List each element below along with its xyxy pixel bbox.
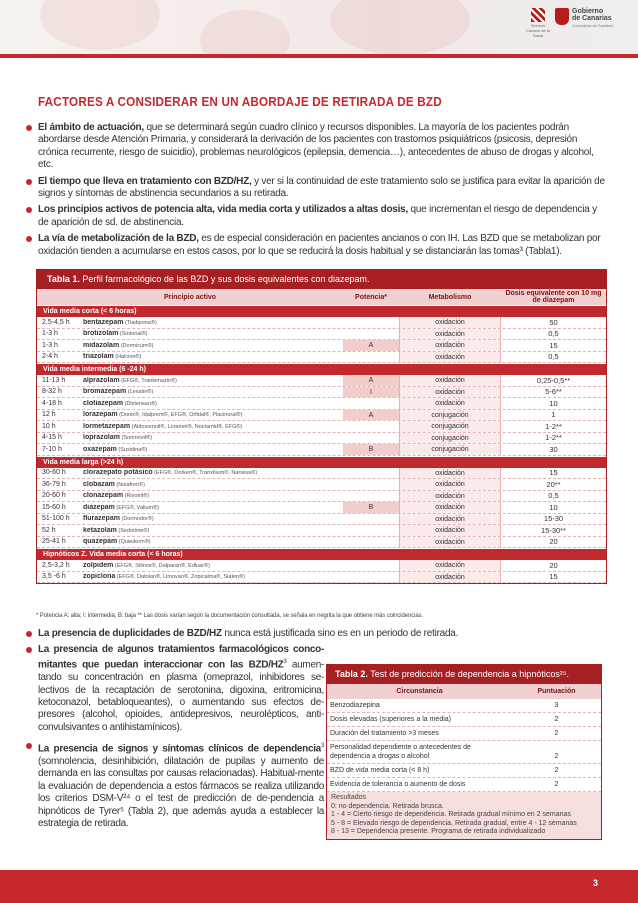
drug-name: lorazepam: [83, 411, 118, 419]
table-row: [37, 525, 606, 537]
drug-name: lormetazepam: [83, 422, 131, 430]
drug-brands: (Rivotril®): [123, 493, 150, 500]
cell-metabolism: oxidación: [399, 375, 501, 386]
cell-potency: B: [343, 444, 399, 455]
cell-score: 2: [554, 730, 559, 737]
drug-name: brotizolam: [83, 330, 119, 338]
cell-drug: [83, 423, 343, 430]
cell-drug: [83, 377, 343, 384]
drug-brands: (EFG®, Stilnox®, Dalparan®, Edluar®): [113, 562, 210, 569]
cell-dose: 20: [549, 537, 558, 547]
result-line: 5 - 8 = Elevado riesgo de dependencia. Retirada gradual, entre 4 - 12 semanas: [331, 819, 577, 827]
result-line: 8 - 13 = Dependencia presente. Programa de retirada individualizado: [331, 828, 546, 836]
cell-half-life: 36-79 h: [42, 480, 66, 488]
caption-label: Tabla 1.: [47, 274, 80, 284]
cell-drug: [83, 481, 343, 488]
cell-dose: 5-6**: [545, 387, 562, 397]
bullet-icon: [26, 125, 32, 131]
drug-name: zolpidem: [83, 561, 114, 569]
drug-brands: (Dormodor®): [119, 516, 154, 523]
caption-text: Perfil farmacológico de las BZD y sus dosis equivalentes con diazepam.: [79, 274, 370, 284]
cell-dose: 15: [549, 340, 558, 350]
table-row: [37, 514, 606, 526]
list-item: [24, 122, 608, 172]
drug-brands: (Sintonal®): [118, 331, 148, 338]
drug-brands: (Noiafren®): [114, 481, 145, 488]
result-line: Resultados: [331, 794, 367, 801]
cell-potency: [343, 525, 399, 536]
cell-metabolism: oxidación: [399, 340, 501, 351]
drug-brands: (Distensan®): [123, 400, 157, 407]
table-2: [326, 664, 602, 840]
cell-half-life: 25-41 h: [42, 538, 66, 546]
cell-metabolism: oxidación: [399, 514, 501, 525]
cell-score: 2: [554, 781, 559, 788]
cell-potency: [343, 479, 399, 490]
duplicity-list: [24, 628, 608, 639]
drug-brands: (Somnovit®): [119, 435, 153, 442]
cell-drug: [83, 353, 343, 360]
table-row: [37, 468, 606, 480]
cell-potency: [343, 352, 399, 363]
table-row: [37, 329, 606, 341]
cell-drug: [83, 515, 343, 522]
cell-potency: [343, 433, 399, 444]
cell-circumstance: Dosis elevadas (superiores a la media): [330, 716, 451, 723]
cell-metabolism: oxidación: [399, 525, 501, 536]
cell-drug: [83, 504, 343, 511]
table-row: [37, 387, 606, 399]
table-row: [37, 375, 606, 387]
col-metabolismo: Metabolismo: [428, 293, 472, 301]
cell-drug: [83, 319, 343, 326]
cell-potency: [343, 329, 399, 340]
cell-drug: [83, 469, 343, 476]
cell-metabolism: oxidación: [399, 468, 501, 479]
cell-half-life: 2,5-3,2 h: [42, 561, 70, 569]
gob-sub: Consejería de Sanidad: [572, 22, 613, 28]
table-row: [327, 764, 601, 778]
cell-drug: [83, 562, 343, 569]
cell-half-life: 30-60 h: [42, 469, 66, 477]
table-row: [37, 433, 606, 445]
cell-dose: 0,5: [548, 491, 559, 501]
cell-dose: 10: [549, 398, 558, 408]
cell-dose: 0,5: [548, 352, 559, 362]
cell-circumstance: Personalidad dependiente o antecedentes de dependencia a drogas o alcohol: [330, 744, 471, 760]
table-row: [327, 713, 601, 727]
table-1-caption: [37, 270, 606, 289]
cell-drug: [83, 573, 343, 580]
cell-metabolism: oxidación: [399, 352, 501, 363]
cell-drug: [83, 434, 343, 441]
cell-circumstance: Duración del tratamiento >3 meses: [330, 730, 439, 737]
cell-potency: [343, 537, 399, 548]
table-row: [37, 502, 606, 514]
page-header: [0, 0, 638, 58]
cell-drug: [83, 330, 343, 337]
cell-drug: [83, 492, 343, 499]
bullet-text: es de especial consideración en pacientes ancianos o con IH. Las BZD que se metabolizan por oxidación tienden a acumularse en estos casos, por lo que se reducirá la dosis habitual y se distanciarán las tomas³ (Tabla1).: [38, 233, 601, 257]
page-title: FACTORES A CONSIDERAR EN UN ABORDAJE DE RETIRADA DE BZD: [38, 94, 442, 109]
cell-half-life: 2-4 h: [42, 353, 58, 361]
list-item: [24, 204, 608, 229]
cell-drug: [83, 538, 343, 545]
section-header: Vida media larga (>24 h): [37, 456, 606, 468]
table-row: [327, 727, 601, 741]
sns-logo-text: Servicio Canario de la Salud: [526, 23, 550, 38]
bullet-bold: Los principios activos de potencia alta, vida media corta y utilizados a altas dosis,: [38, 204, 408, 216]
table-row: [37, 421, 606, 433]
cell-half-life: 15-60 h: [42, 503, 66, 511]
cell-metabolism: oxidación: [399, 317, 501, 328]
list-item: [24, 644, 324, 734]
caption-text: Test de predicción de dependencia a hipnóticos²⁵.: [367, 669, 570, 679]
cell-half-life: 11-13 h: [42, 376, 66, 384]
table-2-body: [327, 699, 601, 792]
page-number: 3: [592, 878, 598, 888]
bullet-sup: 3: [320, 743, 324, 750]
cell-metabolism: oxidación: [399, 329, 501, 340]
cell-dose: 50: [549, 317, 558, 327]
cell-drug: [83, 411, 343, 418]
drug-brands: (EFG®, Trankimazin®): [119, 377, 177, 384]
cell-half-life: 1-3 h: [42, 330, 58, 338]
cell-potency: [343, 514, 399, 525]
gobierno-logo: [555, 8, 635, 28]
table-row: [327, 741, 601, 764]
cell-potency: [343, 398, 399, 409]
cell-dose: 0,25-0,5**: [536, 375, 571, 385]
cell-dose: 15-30: [543, 514, 564, 524]
cell-metabolism: oxidación: [399, 537, 501, 548]
table-row: [37, 352, 606, 364]
table-row: [37, 537, 606, 549]
drug-name: clorazepato potásico: [83, 469, 153, 477]
section-header: Hipnóticos Z. Vida media corta (< 6 horas): [37, 548, 606, 560]
table-row: [327, 699, 601, 713]
cell-potency: [343, 421, 399, 432]
section-header: Vida media corta (< 6 horas): [37, 305, 606, 317]
cell-dose: 15-30**: [540, 525, 567, 535]
bullet-text: (somnolencia, desinhibición, dilatación de pupilas y aumento de demanda en las consultas por causas relacionadas). Habitual-mente la evaluación de dependencia a estos fármacos se realiza utilizando los criterios DSM-V²⁴ o el test de predicción de de-pendencia a hipnóticos de Tyrer⁵ (Tabla 2), que además ayuda a establecer la estrategia de retirada.: [38, 755, 324, 829]
col-puntuacion: Puntuación: [537, 688, 576, 695]
table-2-caption: [327, 665, 601, 684]
col-dosis: Dosis equivalente con 10 mg de diazepam: [505, 290, 602, 304]
cell-metabolism: oxidación: [399, 387, 501, 398]
cell-dose: 1: [551, 410, 556, 420]
drug-name: alprazolam: [83, 376, 120, 384]
drug-name: oxazepam: [83, 445, 117, 453]
left-column-list: [24, 644, 324, 836]
bullet-bold: La presencia de duplicidades de BZD/HZ: [38, 628, 222, 639]
cell-metabolism: conjugación: [399, 410, 501, 421]
cell-circumstance: Benzodiazepina: [330, 702, 380, 709]
bullet-bold: El tiempo que lleva en tratamiento con BZD/HZ,: [38, 175, 252, 187]
cell-potency: A: [343, 375, 399, 386]
cell-score: 2: [554, 767, 559, 774]
cell-dose: 30: [549, 444, 558, 454]
gob-line1: Gobierno: [572, 8, 604, 15]
cell-metabolism: conjugación: [399, 433, 501, 444]
drug-brands: (Tiadipona®): [123, 319, 157, 326]
cell-metabolism: oxidación: [399, 479, 501, 490]
cell-dose: 1-2**: [545, 433, 562, 443]
cell-half-life: 52 h: [42, 526, 56, 534]
cell-metabolism: conjugación: [399, 421, 501, 432]
cell-potency: B: [343, 502, 399, 513]
cell-drug: [83, 342, 343, 349]
table-row: [37, 444, 606, 456]
cell-half-life: 7-10 h: [42, 445, 62, 453]
cell-score: 3: [554, 702, 559, 709]
drug-name: flurazepam: [83, 515, 120, 523]
list-item: [24, 628, 608, 639]
table-1-body: [37, 305, 606, 583]
drug-name: zopiclona: [83, 573, 116, 581]
cell-dose: 1-2**: [545, 421, 562, 431]
list-item: [24, 233, 608, 258]
bullet-text: aumen-tando su concentración en plasma (omeprazol, inhibidores se-lectivos de la recaptación de serotonina, digoxina, eritromicina, ketoconazol, betabloqueantes), o aumentando sus efectos de-presores (alcohol, opioides, antidepresivos, neurolépticos, anti-convulsivantes o antihistamínicos).: [38, 659, 324, 733]
drug-brands: (EFG®, Valium®): [114, 504, 159, 511]
drug-name: loprazolam: [83, 434, 120, 442]
cell-metabolism: oxidación: [399, 398, 501, 409]
bullet-icon: [26, 631, 32, 637]
bullet-text: que se determinará según cuadro clínico y recursos disponibles. La mayoría de los pacientes podrán abordarse desde Atención Primaria, y considerará la derivación de los pacientes con trastornos psiquiátricos (psicosis, depresión crónica recurrente, riesgo de suicidio), problemas neurológicos (epilepsia, demencia…), antecedentes de abuso de drogas y alcohol, etc.: [38, 122, 594, 171]
table-2-header: [327, 684, 601, 699]
gob-line2: de Canarias: [572, 15, 612, 23]
bullet-bold: La presencia de algunos tratamientos farmacológicos conco-mitantes que puedan interaccionar con las BZD/HZ: [38, 644, 324, 671]
page-footer: [0, 870, 638, 903]
cell-drug: [83, 388, 343, 395]
table-row: [37, 560, 606, 572]
table-row: [37, 491, 606, 503]
drug-brands: (Suxidina®): [116, 446, 148, 453]
drug-name: bentazepam: [83, 318, 124, 326]
header-rule: [0, 54, 638, 58]
bullet-icon: [26, 236, 32, 242]
cell-potency: I: [343, 387, 399, 398]
cell-drug: [83, 527, 343, 534]
cell-metabolism: oxidación: [399, 572, 501, 583]
cell-half-life: 4-18 h: [42, 399, 62, 407]
bullet-icon: [26, 179, 32, 185]
table-row: [37, 572, 606, 584]
bullet-icon: [26, 743, 32, 749]
result-line: 1 - 4 = Cierto riesgo de dependencia. Retirada gradual mínimo en 2 semanas: [331, 811, 571, 819]
cell-half-life: 2,5-4,5 h: [42, 318, 70, 326]
cell-potency: [343, 317, 399, 328]
cell-potency: [343, 491, 399, 502]
cell-dose: 20: [549, 560, 558, 570]
cell-dose: 10: [549, 502, 558, 512]
cell-dose: 0,5: [548, 329, 559, 339]
cell-half-life: 3,5 -6 h: [42, 573, 66, 581]
table-row: [37, 398, 606, 410]
cell-half-life: 1-3 h: [42, 341, 58, 349]
table-1-header: [37, 289, 606, 305]
table-row: [37, 410, 606, 422]
bullet-icon: [26, 647, 32, 653]
cell-score: 2: [554, 716, 559, 723]
cell-potency: A: [343, 340, 399, 351]
table-1-footnote: * Potencia A: alta; I: intermedia; B: baja ** Las dosis varían según la documentación consultada, se señala en negrita la que obtiene más coincidencias.: [36, 613, 424, 619]
cell-potency: A: [343, 410, 399, 421]
cell-potency: [343, 560, 399, 571]
cell-circumstance: Evidencia de tolerancia o aumento de dosis: [330, 781, 466, 788]
cell-score: 2: [554, 753, 559, 760]
drug-brands: (Donix®, Idalprem®, EFG®, Orfidal®, Placinoral®): [117, 412, 243, 419]
cell-dose: 15: [549, 468, 558, 478]
cell-metabolism: oxidación: [399, 491, 501, 502]
drug-name: bromazepam: [83, 388, 127, 396]
bullet-text: y ver si la continuidad de este tratamiento solo se justifica para evitar la aparición de signos y síntomas de abstinencia secundarios a su retirada.: [38, 175, 605, 200]
caption-label: Tabla 2.: [335, 669, 368, 679]
drug-name: clobazam: [83, 480, 115, 488]
bullet-sup: 3: [283, 659, 287, 666]
drug-name: quazepam: [83, 538, 118, 546]
table-row: [37, 317, 606, 329]
drug-brands: (EFG®, Datolan®, Limovan®, Zopicalma®, Siaten®): [115, 574, 245, 581]
drug-brands: (Quiedorm®): [117, 539, 151, 546]
list-item: [24, 740, 324, 830]
col-circunstancia: Circunstancia: [396, 688, 443, 695]
drug-brands: (Dormicum®): [119, 342, 154, 349]
col-principio: Principio activo: [163, 293, 217, 301]
drug-brands: (Lexatin®): [126, 389, 154, 396]
cell-half-life: 10 h: [42, 422, 56, 430]
drug-name: ketazolam: [83, 526, 117, 534]
drug-brands: (Halcion®): [113, 354, 142, 361]
bullet-icon: [26, 207, 32, 213]
drug-brands: (Sedotime®): [116, 527, 150, 534]
section-header: Vida media intermedia (6 -24 h): [37, 363, 606, 375]
bullet-bold: La vía de metabolización de la BZD,: [38, 233, 199, 245]
cell-half-life: 8-32 h: [42, 388, 62, 396]
cell-dose: 15: [549, 572, 558, 582]
result-line: 0: no dependencia. Retirada brusca.: [331, 802, 444, 810]
cell-potency: [343, 468, 399, 479]
cell-dose: 20**: [546, 479, 561, 489]
cell-metabolism: conjugación: [399, 444, 501, 455]
cell-half-life: 20-60 h: [42, 492, 66, 500]
drug-name: midazolam: [83, 341, 120, 349]
cell-circumstance: BZD de vida media corta (< 8 h): [330, 767, 430, 774]
col-potencia: Potencia*: [355, 293, 387, 301]
cell-potency: [343, 572, 399, 583]
list-item: [24, 176, 608, 201]
drug-brands: (Aldosomnil®, Loramet®, Noctamid®, EFG®): [130, 423, 243, 430]
cell-metabolism: oxidación: [399, 560, 501, 571]
bullet-bold: El ámbito de actuación,: [38, 122, 144, 133]
drug-name: clonazepam: [83, 492, 124, 500]
table-row: [37, 340, 606, 352]
table-1: [36, 269, 607, 584]
cell-half-life: 51-100 h: [42, 515, 70, 523]
bullet-bold: La presencia de signos y síntomas clínicos de dependencia: [38, 743, 321, 755]
bullet-text: que incrementan el riesgo de dependencia y de aparición de sd. de abstinencia.: [38, 204, 597, 228]
bullet-text: nunca está justificada sino es en un periodo de retirada.: [221, 628, 459, 639]
drug-brands: (EFG®, Dorken®, Tranxilium®, Nansius®): [152, 470, 258, 477]
factors-list: [24, 122, 608, 262]
cell-metabolism: oxidación: [399, 502, 501, 513]
crest-icon: [555, 8, 569, 25]
table-2-results: [327, 792, 601, 839]
sns-logo-icon: [531, 8, 545, 22]
drug-name: clotiazepam: [83, 399, 124, 407]
cell-half-life: 12 h: [42, 411, 56, 419]
cell-drug: [83, 446, 343, 453]
cell-drug: [83, 400, 343, 407]
drug-name: diazepam: [83, 503, 115, 511]
table-row: [327, 778, 601, 792]
table-row: [37, 479, 606, 491]
drug-name: triazolam: [83, 353, 114, 361]
cell-half-life: 4-15 h: [42, 434, 62, 442]
sns-logo: [524, 8, 552, 38]
